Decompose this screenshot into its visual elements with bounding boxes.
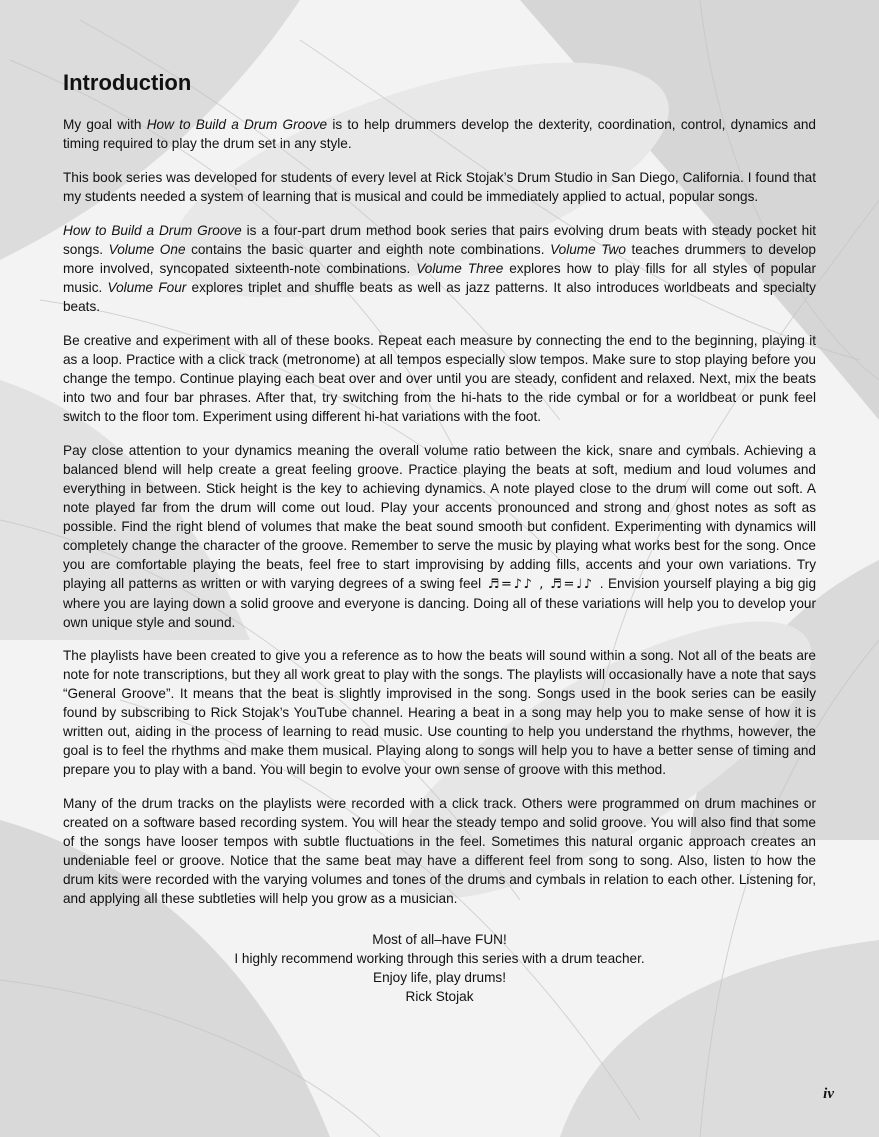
closing-line: Most of all–have FUN! [372,932,507,948]
p1-text-c: is to help drummers develop the dexterity, coordination, control, dynamics and timing required to play the drum set in any style. [63,117,816,152]
volume-one-italic: Volume One [108,241,186,257]
volume-three-italic: Volume Three [416,260,504,276]
p5-text-a: Pay close attention to your dynamics meaning the overall volume ratio between the kick, snare and cymbals. Achieving a balanced blend will help create a great feeling groove. Practice playing the beats at soft, medium and loud volumes and everything in between. Stick height is the key to achieving dynamics. A note played close to the drum will come out soft. A note played far from the drum will come out loud. Play your accents pronounced and strong and ghost notes as soft as possible. Find the right blend of volumes that make the beat sound smooth but confident. Experimenting with dynamics will completely change the character of the groove. Remember to serve the music by playing what works best for the song. Once you are comfortable playing the beats, feel free to start improvising by adding fills, accents and your own variations. Try playing all patterns as written or with varying degrees of a swing feel [63,442,816,591]
swing-notation-icon: ♬=♪♪ , ♬=♩♪ [487,576,594,592]
intro-page [63,70,816,1006]
volume-two-italic: Volume Two [550,241,626,257]
paragraph-origin: This book series was developed for students of every level at Rick Stojak’s Drum Studio in San Diego, California. I found that my students needed a system of learning that is musical and could be immediately applied to actual, popular songs. [63,170,816,205]
book-title-italic: How to Build a Drum Groove [63,222,242,238]
paragraph-goal [63,115,816,153]
paragraph-playlists: The playlists have been created to give you a reference as to how the beats will sound within a song. Not all of the beats are note for note transcriptions, but they all work great to play with the songs. The playlists will occasionally have a note that says “General Groove”. It means that the beat is slightly improvised in the song. Songs used in the book series can be easily found by subscribing to Rick Stojak’s YouTube channel. Hearing a beat in a song may help you to make sense of how it is written out, aiding in the process of learning to read music. Use counting to help you understand the rhythms, however, the goal is to feel the rhythms and make them musical. Playing along to songs will help you to have a better sense of timing and prepare you to play with a band. You will begin to evolve your own sense of groove with this method. [63,648,816,778]
paragraph-recordings: Many of the drum tracks on the playlists were recorded with a click track. Others were programmed on drum machines or created on a software based recording system. You will hear the steady tempo and solid groove. You will also find that some of the songs have looser tempos with subtle fluctuations in the feel. Sometimes this natural organic approach creates an undeniable feel or groove. Notice that the same beat may have a different feel from song to song. Also, listen to how the drum kits were recorded with the varying volumes and tones of the drums and cymbals in relation to each other. Listening for, and applying all these subtleties will help you grow as a musician. [63,796,816,907]
closing-line: Enjoy life, play drums! [373,970,506,986]
paragraph-dynamics [63,441,816,632]
paragraph-series [63,221,816,316]
p3-text-d: contains the basic quarter and eighth note combinations. [185,241,551,257]
p1-text-a: My goal with [63,117,147,133]
page-title: Introduction [63,70,192,95]
closing-block [63,930,816,1006]
p3-text-h: explores how to play fills for all styles of popular music. [63,260,816,295]
page-number: iv [823,1086,834,1102]
author-signature: Rick Stojak [405,989,474,1005]
p3-text-f: teaches drummers to develop more involved, syncopated sixteenth-note combinations. [63,241,816,276]
p3-text-b: is a four-part drum method book series that pairs evolving drum beats with steady pocket hit songs. [63,222,816,257]
book-title-italic: How to Build a Drum Groove [146,117,328,133]
p3-text-j: explores triplet and shuffle beats as well as jazz patterns. It also introduces worldbeats and specialty beats. [63,279,816,314]
p5-text-b: . Envision yourself playing a big gig where you are laying down a solid groove and everyone is dancing. Doing all of these variations will help you to develop your own unique style and sound. [63,575,817,630]
paragraph-practice: Be creative and experiment with all of these books. Repeat each measure by connecting the end to the beginning, playing it as a loop. Practice with a click track (metronome) at all tempos especially slow tempos. Make sure to stop playing before you change the tempo. Continue playing each beat over and over until you are steady, confident and relaxed. Next, mix the beats into two and four bar phrases. After that, try switching from the hi-hats to the ride cymbal or for a worldbeat or punk feel switch to the floor tom. Experiment using different hi-hat variations with the foot. [63,332,816,424]
volume-four-italic: Volume Four [107,279,187,295]
closing-line: I highly recommend working through this series with a drum teacher. [234,951,645,967]
